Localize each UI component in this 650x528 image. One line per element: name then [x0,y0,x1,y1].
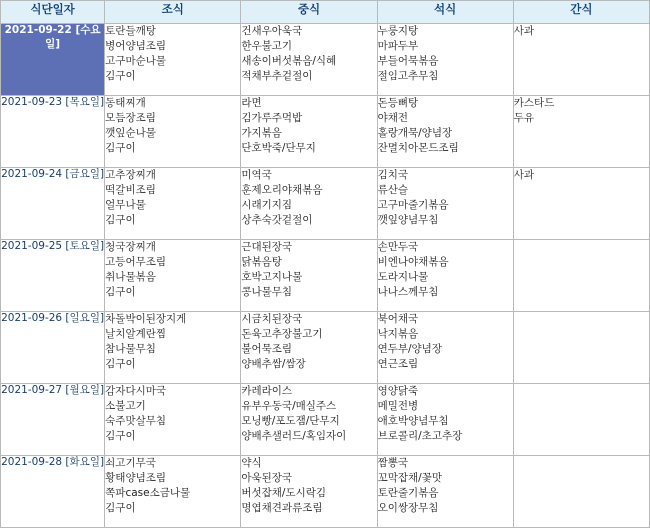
dish-item: 부들어묵볶음 [377,54,439,67]
lunch-cell [241,96,377,168]
dish-item: 김구이 [105,501,136,514]
dish-item: 양배추쌈/쌈장 [241,357,306,370]
dish-item: 명엽채견과류조림 [241,501,323,514]
dish-item: 감자다시마국 [105,385,167,397]
dish-item: 얼무나물 [105,198,146,211]
dish-item: 사과 [513,169,535,181]
dish-item: 김구이 [105,141,136,154]
dish-item: 닭볶음탕 [241,255,282,268]
dish-item: 야채전 [377,111,408,124]
date-cell: 2021-09-27 [월요일] [1,384,105,456]
breakfast-cell [105,456,241,528]
snack-cell [513,240,649,312]
dish-item: 라면 [241,97,262,109]
breakfast-cell [105,24,241,96]
dinner-cell [377,96,513,168]
snack-cell [513,24,649,96]
dish-item: 사과 [513,25,535,37]
dish-item: 콩나물무침 [241,285,293,298]
table-row [1,312,650,384]
dish-item: 돈육고추장불고기 [241,327,323,340]
dish-item: 약식 [241,457,262,469]
dish-item: 김구이 [105,69,136,82]
dish-item: 동태찌개 [105,97,146,109]
date-cell: 2021-09-23 [목요일] [1,96,105,168]
breakfast-cell [105,168,241,240]
dish-item: 쪽파case소금나물 [105,486,191,499]
dish-item: 미역국 [241,169,272,181]
column-header-date: 식단일자 [1,1,105,24]
dish-item: 오이쌍장무침 [377,501,439,514]
dish-item: 쇠고기무국 [105,457,156,469]
breakfast-cell [105,240,241,312]
dish-item: 연두부/양념장 [377,342,442,355]
dish-item: 도라지나물 [377,270,429,283]
dish-item: 홀랑개묵/양념장 [377,126,453,139]
dish-item: 메밀전병 [377,399,419,412]
table-row [1,24,650,96]
dish-item: 시래기지짐 [241,198,293,211]
column-header-snack: 간식 [513,1,649,24]
lunch-cell [241,456,377,528]
dish-item: 숙주맛살무침 [105,414,167,427]
dish-item: 취나물볶음 [105,270,156,283]
dish-item: 새송이버섯볶음/식혜 [241,54,337,67]
dish-item: 카스타드 [513,97,555,109]
dish-item: 두유 [513,111,535,124]
dish-item: 한우불고기 [241,39,293,52]
dish-item: 류산슬 [377,183,408,196]
dish-item: 토란줄기볶음 [377,486,439,499]
date-cell: 2021-09-24 [금요일] [1,168,105,240]
snack-cell [513,96,649,168]
dinner-cell [377,168,513,240]
dish-item: 떡갈비조림 [105,183,156,196]
dish-item: 참나물무침 [105,342,156,355]
snack-cell [513,168,649,240]
dish-item: 깻잎순나물 [105,126,156,139]
dish-item: 절임고추무침 [377,69,439,82]
dish-item: 소불고기 [105,399,146,412]
dish-item: 고등어무조림 [105,255,167,268]
dish-item: 김구이 [105,285,136,298]
dish-item: 시금치된장국 [241,313,303,325]
dish-item: 북어채국 [377,313,419,325]
dish-item: 김치국 [377,169,408,181]
dinner-cell [377,24,513,96]
dish-item: 깻잎양념무침 [377,213,439,226]
dish-item: 김구이 [105,429,136,442]
dinner-cell [377,384,513,456]
dish-item: 건새우아욱국 [241,25,303,37]
dish-item: 황태양념조림 [105,471,167,484]
dish-item: 모닝빵/포도잼/단무지 [241,414,340,427]
dish-item: 꼬막잡채/꽃맛 [377,471,442,484]
dish-item: 손만두국 [377,241,419,253]
dish-item: 양배추샐러드/혹임자이 [241,429,347,442]
column-header-breakfast: 조식 [105,1,241,24]
dish-item: 호박고지나물 [241,270,303,283]
dish-item: 버섯잡채/도시락김 [241,486,327,499]
column-header-dinner: 석식 [377,1,513,24]
dinner-cell [377,312,513,384]
dish-item: 브로콜리/초고추장 [377,429,463,442]
dish-item: 김구이 [105,213,136,226]
dish-item: 적채부추겉절이 [241,69,313,82]
dish-item: 누룽지탕 [377,25,419,37]
dish-item: 청국장찌개 [105,241,156,253]
dish-item: 고추장찌개 [105,169,156,181]
dinner-cell [377,456,513,528]
dish-item: 잔멸치아몬드조림 [377,141,459,154]
dish-item: 병어양념조림 [105,39,167,52]
dish-item: 훈제오리야채볶음 [241,183,323,196]
dish-item: 고구마순나물 [105,54,167,67]
dish-item: 아욱된장국 [241,471,293,484]
dish-item: 낙지볶음 [377,327,419,340]
dish-item: 모듬장조림 [105,111,156,124]
dish-item: 카레라이스 [241,385,293,397]
table-row [1,456,650,528]
dish-item: 날치알계란찜 [105,327,167,340]
date-cell: 2021-09-25 [토요일] [1,240,105,312]
table-row [1,240,650,312]
table-header [1,1,650,24]
dish-item: 고구마줄기볶음 [377,198,449,211]
dish-item: 연근조림 [377,357,419,370]
dish-item: 나나스께무침 [377,285,439,298]
date-cell: 2021-09-28 [화요일] [1,456,105,528]
dish-item: 상추숙갓겉절이 [241,213,313,226]
dish-item: 김가루주먹밥 [241,111,303,124]
dish-item: 짬뽕국 [377,457,408,469]
table-row [1,96,650,168]
dish-item: 단호박죽/단무지 [241,141,316,154]
table-row [1,384,650,456]
lunch-cell [241,384,377,456]
breakfast-cell [105,96,241,168]
dish-item: 애호박양념무침 [377,414,449,427]
lunch-cell [241,312,377,384]
dish-item: 가지볶음 [241,126,282,139]
date-cell: 2021-09-26 [일요일] [1,312,105,384]
header-row [1,1,650,24]
dish-item: 돈등뼈탕 [377,97,419,109]
column-header-lunch: 중식 [241,1,377,24]
snack-cell [513,456,649,528]
dish-item: 김구이 [105,357,136,370]
lunch-cell [241,24,377,96]
snack-cell [513,384,649,456]
dish-item: 근대된장국 [241,241,293,253]
lunch-cell [241,168,377,240]
dinner-cell [377,240,513,312]
dish-item: 영양닭죽 [377,385,419,397]
breakfast-cell [105,384,241,456]
dish-item: 차돌박이된장지게 [105,313,187,325]
dish-item: 불어묵조림 [241,342,293,355]
lunch-cell [241,240,377,312]
snack-cell [513,312,649,384]
date-cell: 2021-09-22 [수요일] [1,24,105,96]
dish-item: 유부우동국/매실주스 [241,399,337,412]
table-row [1,168,650,240]
dish-item: 마파두부 [377,39,419,52]
breakfast-cell [105,312,241,384]
dish-item: 토란들깨탕 [105,25,156,37]
dish-item: 비엔나야채볶음 [377,255,449,268]
